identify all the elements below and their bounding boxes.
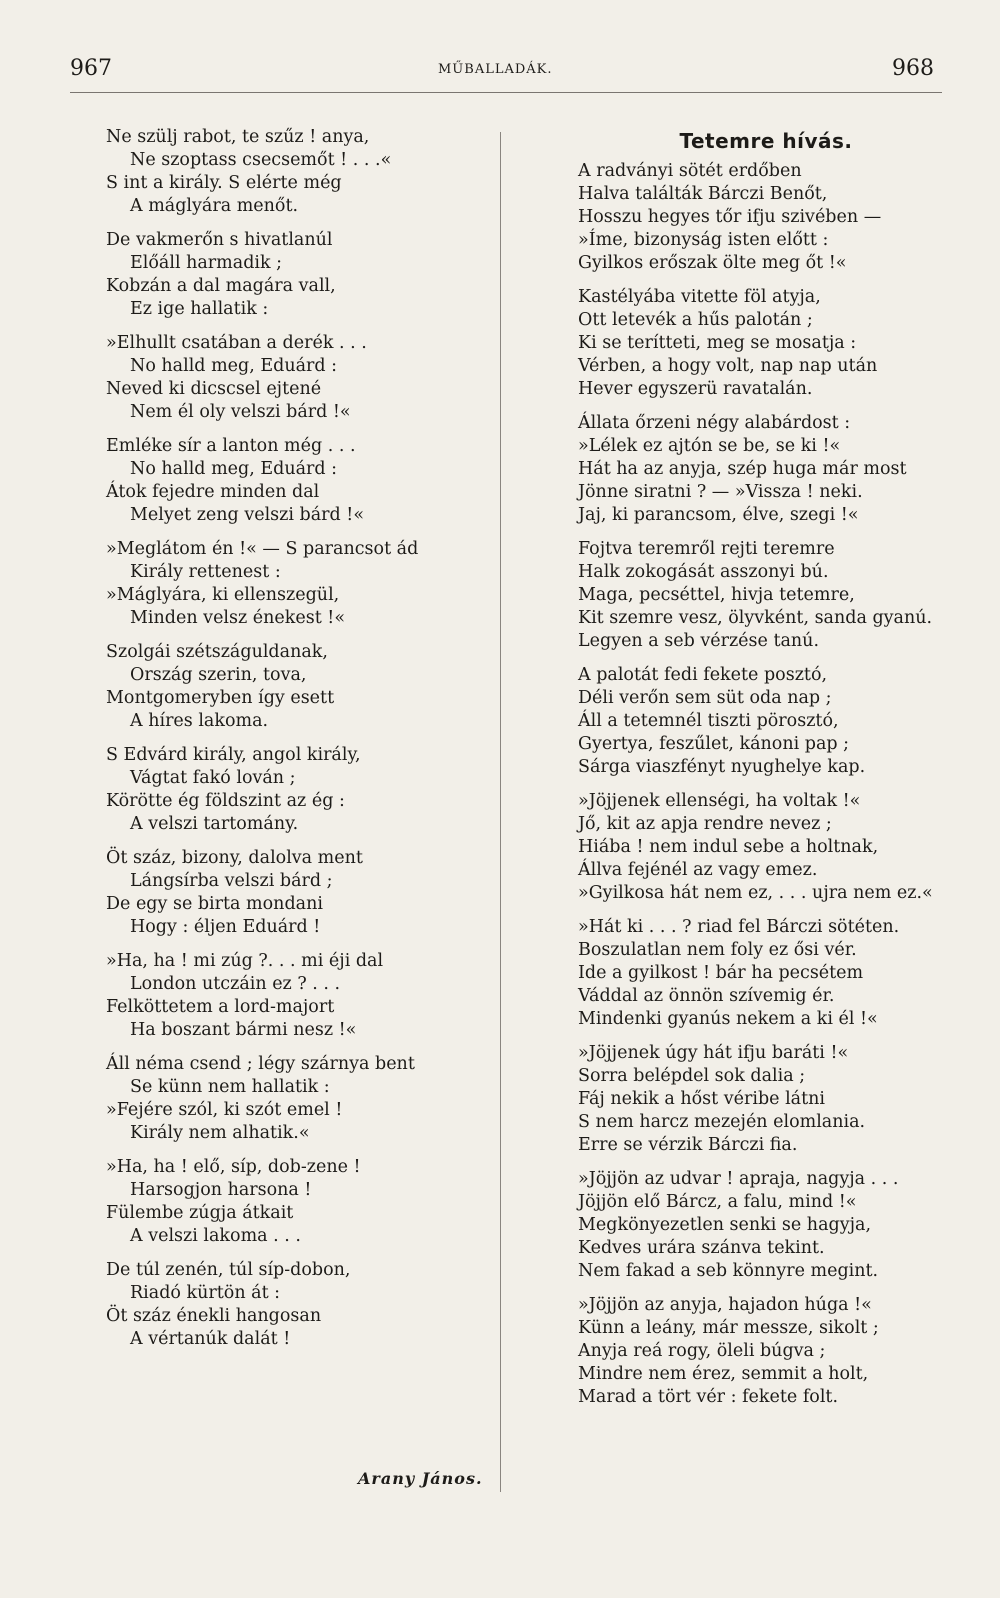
verse-line: S Edvárd király, angol király, xyxy=(106,745,361,765)
verse-line: »Jöjjön az udvar ! apraja, nagyja . . . xyxy=(578,1169,899,1189)
stanza xyxy=(106,1053,491,1145)
verse-line: Legyen a seb vérzése tanú. xyxy=(578,631,820,651)
stanza xyxy=(578,790,954,905)
verse-line: Emléke sír a lanton még . . . xyxy=(106,436,356,456)
verse-line: Jaj, ki parancsom, élve, szegi !« xyxy=(578,505,859,525)
verse-line: »Jöjjenek ellenségi, ha voltak !« xyxy=(578,791,861,811)
stanza xyxy=(578,1042,954,1157)
verse-line: De egy se birta mondani xyxy=(106,894,323,914)
verse-line: »Hát ki . . . ? riad fel Bárczi sötéten. xyxy=(578,917,900,937)
verse-line: A máglyára menőt. xyxy=(130,196,299,216)
stanza xyxy=(106,847,491,939)
page-header xyxy=(0,56,1000,96)
verse-line: Hiába ! nem indul sebe a holtnak, xyxy=(578,837,879,857)
verse-line: Áll a tetemnél tiszti pörosztó, xyxy=(578,711,839,731)
verse-line: Ott letevék a hűs palotán ; xyxy=(578,310,813,330)
verse-line: Minden velsz énekest !« xyxy=(130,608,346,628)
verse-line: »Máglyára, ki ellenszegül, xyxy=(106,585,340,605)
verse-line: Erre se vérzik Bárczi fia. xyxy=(578,1135,798,1155)
verse-line: Kit szemre vesz, ölyvként, sanda gyanú. xyxy=(578,608,933,628)
verse-line: Jő, kit az apja rendre nevez ; xyxy=(578,814,832,834)
verse-line: »Ha, ha ! elő, síp, dob-zene ! xyxy=(106,1157,361,1177)
header-rule xyxy=(70,92,942,93)
verse-line: Hogy : éljen Eduárd ! xyxy=(130,917,321,937)
verse-line: »Jöjjenek úgy hát ifju baráti !« xyxy=(578,1043,849,1063)
right-stanzas xyxy=(578,160,954,1409)
verse-line: Fáj nekik a hőst véribe látni xyxy=(578,1089,826,1109)
verse-line: Ki se terítteti, meg se mosatja : xyxy=(578,333,857,353)
verse-line: Váddal az önnön szívemig ér. xyxy=(578,986,835,1006)
verse-line: Melyet zeng velszi bárd !« xyxy=(130,505,365,525)
verse-line: Kastélyába vitette föl atyja, xyxy=(578,287,821,307)
verse-line: »Meglátom én !« — S parancsot ád xyxy=(106,539,419,559)
verse-line: Déli verőn sem süt oda nap ; xyxy=(578,688,832,708)
verse-line: Halk zokogását asszonyi bú. xyxy=(578,562,829,582)
verse-line: Halva találták Bárczi Benőt, xyxy=(578,184,828,204)
verse-line: Hever egyszerü ravatalán. xyxy=(578,379,813,399)
verse-line: London utczáin ez ? . . . xyxy=(130,974,341,994)
stanza xyxy=(106,435,491,527)
verse-line: »Íme, bizonyság isten előtt : xyxy=(578,230,829,250)
verse-line: A híres lakoma. xyxy=(130,711,269,731)
stanza xyxy=(106,1156,491,1248)
verse-line: Kedves urára szánva tekint. xyxy=(578,1238,825,1258)
verse-line: Fülembe zúgja átkait xyxy=(106,1203,294,1223)
verse-line: Neved ki dicscsel ejtené xyxy=(106,379,322,399)
verse-line: S int a király. S elérte még xyxy=(106,173,342,193)
verse-line: Ne szoptass csecsemőt ! . . .« xyxy=(130,150,392,170)
stanza xyxy=(106,950,491,1042)
verse-line: Montgomeryben így esett xyxy=(106,688,335,708)
verse-line: Vágtat fakó lován ; xyxy=(130,768,296,788)
poem-title: Tetemre hívás. xyxy=(679,129,853,153)
verse-line: Öt száz énekli hangosan xyxy=(106,1306,322,1326)
verse-line: A vértanúk dalát ! xyxy=(130,1329,291,1349)
verse-line: De vakmerőn s hivatlanúl xyxy=(106,230,333,250)
verse-line: Nem fakad a seb könnyre megint. xyxy=(578,1261,879,1281)
stanza xyxy=(578,538,954,653)
verse-line: Hát ha az anyja, szép huga már most xyxy=(578,459,907,479)
verse-line: Lángsírba velszi bárd ; xyxy=(130,871,333,891)
verse-line: Fojtva teremről rejti teremre xyxy=(578,539,835,559)
poem-signature: Arany János. xyxy=(358,1469,483,1488)
verse-line: Maga, pecséttel, hivja tetemre, xyxy=(578,585,855,605)
verse-line: Állva fejénél az vagy emez. xyxy=(578,860,818,880)
right-column xyxy=(578,126,954,1420)
stanza xyxy=(578,412,954,527)
verse-line: Mindenki gyanús nekem a ki él !« xyxy=(578,1009,878,1029)
verse-line: Jöjjön elő Bárcz, a falu, mind !« xyxy=(578,1192,857,1212)
stanza xyxy=(578,916,954,1031)
verse-line: Ország szerin, tova, xyxy=(130,665,307,685)
verse-line: Király nem alhatik.« xyxy=(130,1123,310,1143)
verse-line: S nem harcz mezején elomlania. xyxy=(578,1112,866,1132)
verse-line: »Jöjjön az anyja, hajadon húga !« xyxy=(578,1295,872,1315)
verse-line: A velszi lakoma . . . xyxy=(130,1226,301,1246)
page-number-right: 968 xyxy=(892,56,934,81)
verse-line: Sárga viaszfényt nyughelye kap. xyxy=(578,757,866,777)
verse-line: Gyertya, feszűlet, kánoni pap ; xyxy=(578,734,850,754)
verse-line: Ide a gyilkost ! bár ha pecsétem xyxy=(578,963,864,983)
verse-line: Előáll harmadik ; xyxy=(130,253,283,273)
verse-line: »Fejére szól, ki szót emel ! xyxy=(106,1100,343,1120)
stanza xyxy=(106,538,491,630)
verse-line: De túl zenén, túl síp-dobon, xyxy=(106,1260,351,1280)
stanza xyxy=(578,286,954,401)
verse-line: Harsogjon harsona ! xyxy=(130,1180,312,1200)
verse-line: A radványi sötét erdőben xyxy=(578,161,802,181)
verse-line: Felköttetem a lord-majort xyxy=(106,997,335,1017)
verse-line: Jönne siratni ? — »Vissza ! neki. xyxy=(578,482,863,502)
stanza xyxy=(106,332,491,424)
verse-line: Sorra belépdel sok dalia ; xyxy=(578,1066,806,1086)
verse-line: A palotát fedi fekete posztó, xyxy=(578,665,828,685)
verse-line: »Elhullt csatában a derék . . . xyxy=(106,333,367,353)
verse-line: Nem él oly velszi bárd !« xyxy=(130,402,351,422)
verse-line: Kobzán a dal magára vall, xyxy=(106,276,336,296)
verse-line: Átok fejedre minden dal xyxy=(106,482,320,502)
page-number-left: 967 xyxy=(70,56,112,81)
left-column xyxy=(106,126,491,1362)
verse-line: Mindre nem érez, semmit a holt, xyxy=(578,1364,869,1384)
verse-line: No halld meg, Eduárd : xyxy=(130,459,338,479)
verse-line: Se künn nem hallatik : xyxy=(130,1077,330,1097)
verse-line: A velszi tartomány. xyxy=(130,814,299,834)
stanza xyxy=(578,664,954,779)
column-divider xyxy=(500,132,501,1492)
verse-line: Megkönyezetlen senki se hagyja, xyxy=(578,1215,872,1235)
verse-line: Öt száz, bizony, dalolva ment xyxy=(106,848,363,868)
verse-line: Ne szülj rabot, te szűz ! anya, xyxy=(106,127,370,147)
verse-line: Vérben, a hogy volt, nap nap után xyxy=(578,356,878,376)
verse-line: Ez ige hallatik : xyxy=(130,299,269,319)
verse-line: »Lélek ez ajtón se be, se ki !« xyxy=(578,436,841,456)
verse-line: Körötte ég földszint az ég : xyxy=(106,791,345,811)
verse-line: Áll néma csend ; légy szárnya bent xyxy=(106,1054,415,1074)
verse-line: No halld meg, Eduárd : xyxy=(130,356,338,376)
running-title: MŰBALLADÁK. xyxy=(438,62,553,77)
stanza xyxy=(578,160,954,275)
verse-line: Király rettenest : xyxy=(130,562,281,582)
stanza xyxy=(106,126,491,218)
verse-line: Szolgái szétszáguldanak, xyxy=(106,642,328,662)
verse-line: »Ha, ha ! mi zúg ?. . . mi éji dal xyxy=(106,951,384,971)
verse-line: Anyja reá rogy, öleli búgva ; xyxy=(578,1341,826,1361)
stanza xyxy=(106,1259,491,1351)
verse-line: Állata őrzeni négy alabárdost : xyxy=(578,413,851,433)
stanza xyxy=(578,1168,954,1283)
verse-line: Marad a tört vér : fekete folt. xyxy=(578,1387,839,1407)
verse-line: Gyilkos erőszak ölte meg őt !« xyxy=(578,253,847,273)
verse-line: Riadó kürtön át : xyxy=(130,1283,281,1303)
stanza xyxy=(106,641,491,733)
verse-line: »Gyilkosa hát nem ez, . . . ujra nem ez.« xyxy=(578,883,933,903)
verse-line: Boszulatlan nem foly ez ősi vér. xyxy=(578,940,857,960)
verse-line: Ha boszant bármi nesz !« xyxy=(130,1020,357,1040)
verse-line: Künn a leány, már messze, sikolt ; xyxy=(578,1318,879,1338)
stanza xyxy=(106,744,491,836)
stanza xyxy=(578,1294,954,1409)
stanza xyxy=(106,229,491,321)
verse-line: Hosszu hegyes tőr ifju szivében — xyxy=(578,207,882,227)
